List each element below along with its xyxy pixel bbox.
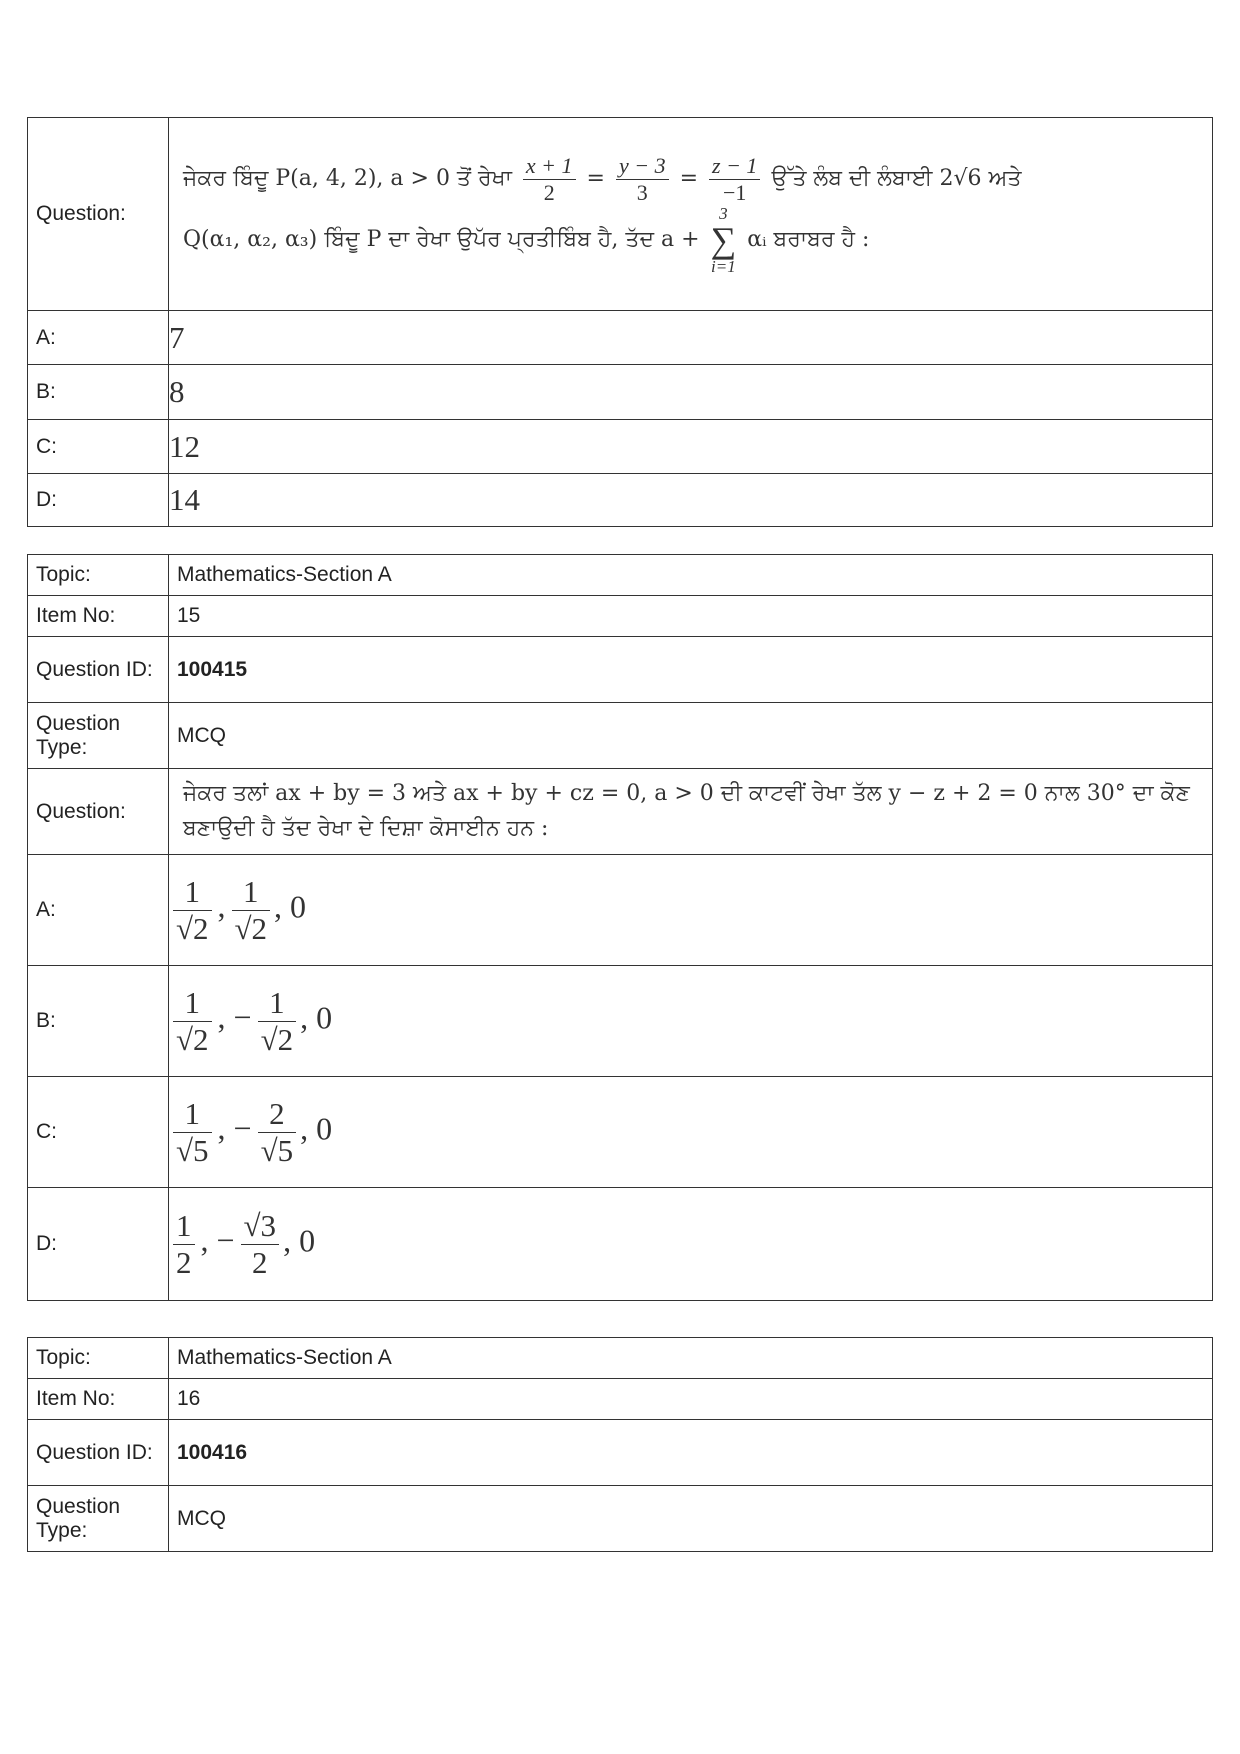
equals-2: = [679,166,699,191]
question-part-4: αᵢ ਬਰਾਬਰ ਹੈ : [747,226,870,252]
fraction-x [523,153,576,205]
separator: , [217,888,226,925]
option-label: C: [28,1077,169,1188]
question-block-14 [27,117,1213,527]
option-label: D: [28,1188,169,1301]
tail: , 0 [283,1222,316,1259]
question-id-row [28,1420,1213,1486]
topic-row [28,555,1213,596]
fraction-z-den: −1 [723,179,747,205]
question-id-row [28,637,1213,703]
option-value: 14 [169,474,1213,527]
denominator: √2 [176,1021,209,1057]
question-label: Question: [28,769,169,855]
question-label: Question: [28,118,169,311]
topic-row [28,1338,1213,1379]
fraction-y-num: y − 3 [616,153,669,179]
topic-label: Topic: [28,1338,169,1379]
option-row-a [28,311,1213,365]
item-value: 15 [169,596,1213,637]
option-label: B: [28,365,169,420]
numerator: √3 [241,1208,280,1245]
question-part-1: ਜੇਕਰ ਬਿੰਦੂ P(a, 4, 2), a > 0 ਤੋਂ ਰੇਖਾ [183,166,512,191]
denominator: 2 [252,1244,268,1280]
summation [711,205,737,275]
question-id-label: Question ID: [28,1420,169,1486]
question-id-value: 100416 [177,1440,248,1464]
numerator: 1 [258,985,297,1022]
option-row-d [28,1188,1213,1301]
topic-value: Mathematics-Section A [169,555,1213,596]
numerator: 1 [173,874,212,911]
denominator: √2 [234,910,268,946]
question-type-value: MCQ [169,703,1213,769]
tail: , 0 [274,888,307,925]
option-label: C: [28,420,169,474]
fraction-y-den: 3 [636,179,648,205]
item-label: Item No: [28,596,169,637]
option-value [169,1077,1213,1188]
fraction-x-den: 2 [543,179,555,205]
item-label: Item No: [28,1379,169,1420]
denominator: √2 [176,910,209,946]
question-type-value: MCQ [169,1486,1213,1552]
equals-1: = [586,166,605,191]
question-text: ਜੇਕਰ ਤਲਾਂ ax + by = 3 ਅਤੇ ax + by + cz = 0, a > 0 ਦੀ ਕਾਟਵੀਂ ਰੇਖਾ ਤੱਲ y − z + 2 = 0 ਨਾਲ 30° ਦਾ ਕੋਣ ਬਣਾਉਦੀ ਹੈ ਤੱਦ ਰੇਖਾ ਦੇ ਦਿਸ਼ਾ ਕੋਸਾਈਨ ਹਨ : [183,781,1190,841]
option-label: A: [28,311,169,365]
option-row-d [28,474,1213,527]
option-value [169,855,1213,966]
topic-value: Mathematics-Section A [169,1338,1213,1379]
tail: , 0 [300,999,333,1036]
option-label: D: [28,474,169,527]
item-row [28,1379,1213,1420]
option-row-c [28,1077,1213,1188]
fraction-y [616,153,669,205]
question-text [169,118,1213,311]
fraction-z-num: z − 1 [709,153,760,179]
denominator: 2 [176,1244,192,1280]
item-value: 16 [169,1379,1213,1420]
numerator: 1 [173,1208,195,1245]
numerator: 1 [232,874,271,911]
option-row-b [28,365,1213,420]
topic-label: Topic: [28,555,169,596]
question-part-2: ਉੱਤੇ ਲੰਬ ਦੀ ਲੰਬਾਈ 2√6 ਅਤੇ [771,166,1022,191]
question-id-label: Question ID: [28,637,169,703]
option-value: 7 [169,311,1213,365]
question-type-label: Question Type: [28,1486,169,1552]
question-block-15 [27,554,1213,1301]
option-row-c [28,420,1213,474]
denominator: √5 [260,1132,294,1168]
question-block-16 [27,1337,1213,1552]
item-row [28,596,1213,637]
question-part-3: Q(α₁, α₂, α₃) ਬਿੰਦੂ P ਦਾ ਰੇਖਾ ਉਪੱਰ ਪ੍ਰਤੀਬਿੰਬ ਹੈ, ਤੱਦ a + [183,226,700,252]
option-label: B: [28,966,169,1077]
denominator: √2 [260,1021,294,1057]
denominator: √5 [176,1132,209,1168]
question-id-value: 100415 [177,657,248,681]
question-row [28,769,1213,855]
question-type-row [28,1486,1213,1552]
tail: , 0 [300,1110,333,1147]
option-label: A: [28,855,169,966]
option-value: 12 [169,420,1213,474]
separator: , − [217,999,252,1036]
question-row [28,118,1213,311]
numerator: 2 [258,1096,297,1133]
summation-upper: 3 [719,203,728,223]
option-value [169,1188,1213,1301]
option-value: 8 [169,365,1213,420]
numerator: 1 [173,1096,212,1133]
numerator: 1 [173,985,212,1022]
summation-sign: ∑ [710,219,737,260]
fraction-z [709,153,760,205]
fraction-x-num: x + 1 [523,153,576,179]
option-row-b [28,966,1213,1077]
separator: , − [200,1222,235,1259]
question-type-row [28,703,1213,769]
option-value [169,966,1213,1077]
summation-lower: i=1 [711,256,736,276]
option-row-a [28,855,1213,966]
separator: , − [217,1110,252,1147]
question-type-label: Question Type: [28,703,169,769]
